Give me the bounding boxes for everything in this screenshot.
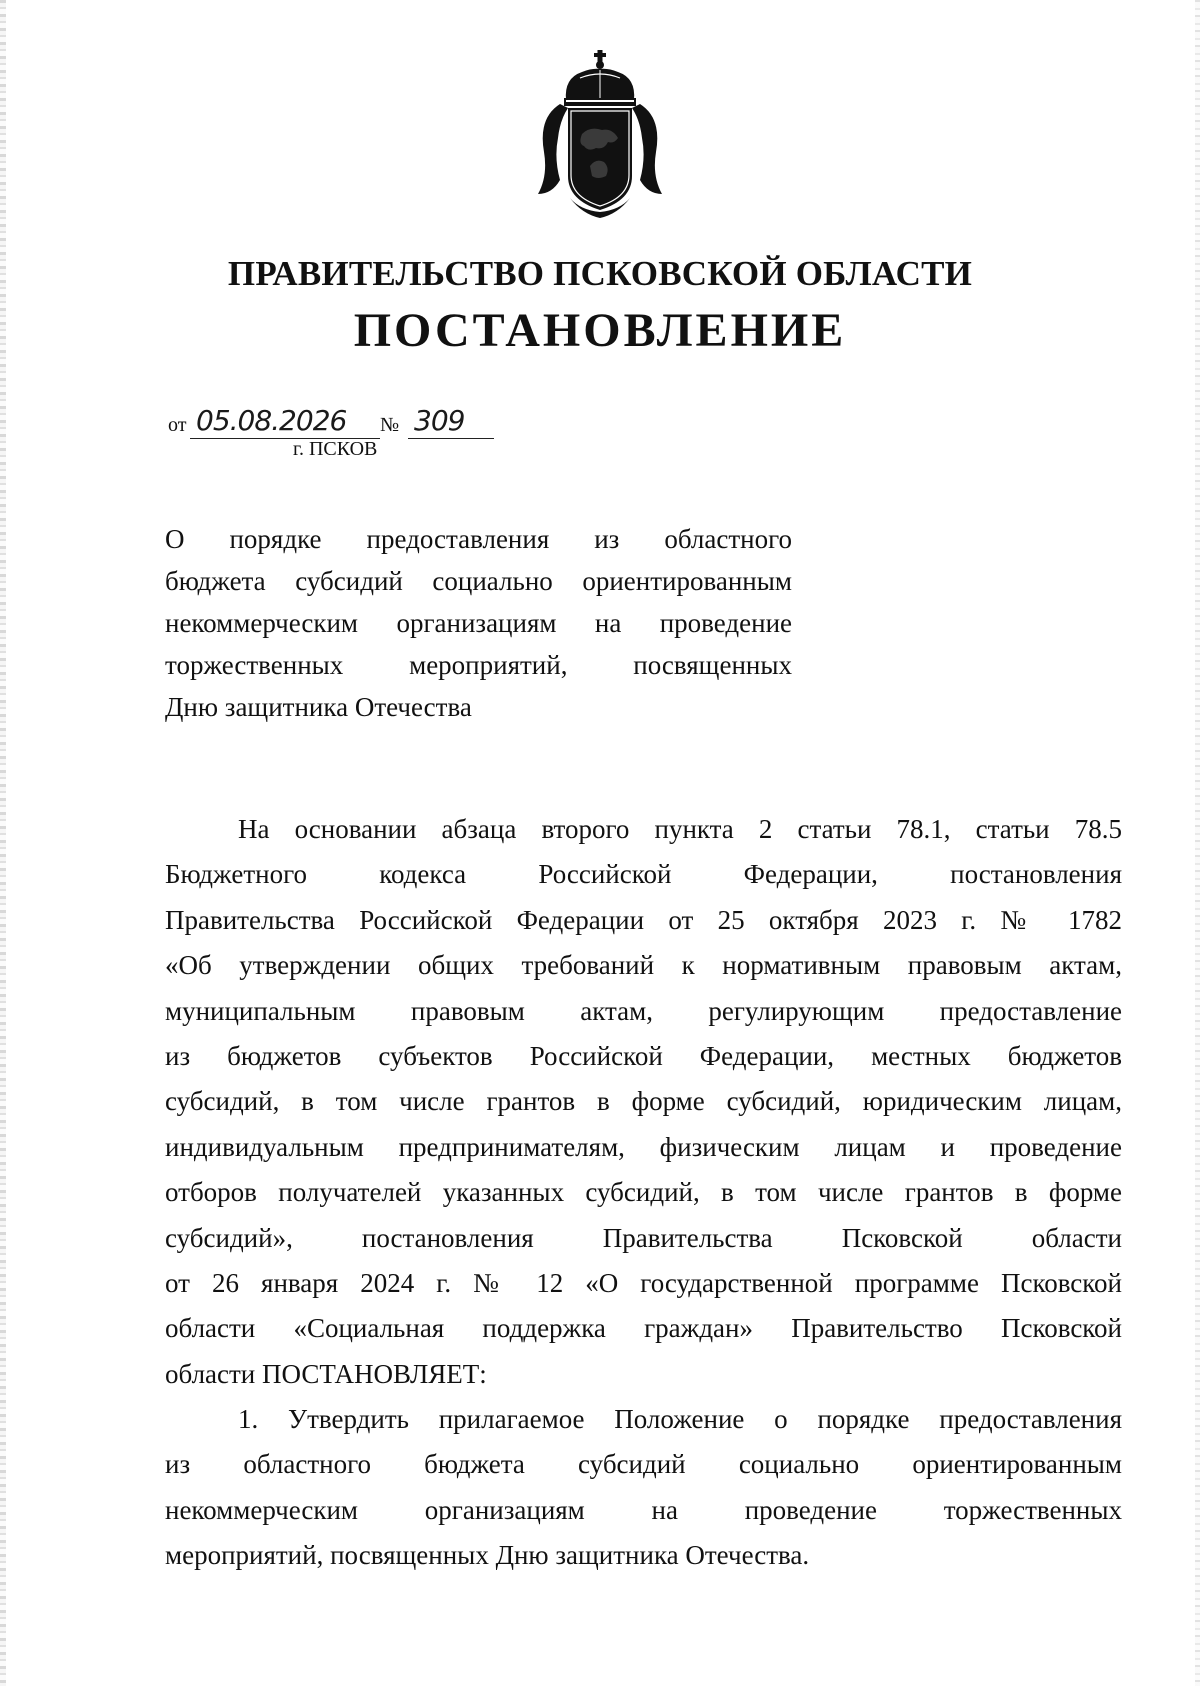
body-line: Бюджетного кодекса Российской Федерации, постановления: [165, 859, 1122, 890]
body-line: субсидий, в том числе грантов в форме субсидий, юридическим лицам,: [165, 1086, 1122, 1117]
body-line: 1. Утвердить прилагаемое Положение о порядке предоставления: [238, 1404, 1122, 1435]
body-line: области ПОСТАНОВЛЯЕТ:: [165, 1358, 487, 1389]
body-line: из областного бюджета субсидий социально ориентированным: [165, 1449, 1122, 1480]
subject-line: бюджета субсидий социально ориентированным: [165, 566, 792, 596]
pskov-coat-of-arms-icon: [530, 48, 670, 220]
subject-line: О порядке предоставления из областного: [165, 524, 792, 554]
number-underline: [408, 438, 494, 439]
document-type-title: ПОСТАНОВЛЕНИЕ: [353, 304, 847, 357]
body-line: от 26 января 2024 г. № 12 «О государственной программе Псковской: [165, 1267, 1122, 1298]
body-line: отборов получателей указанных субсидий, в том числе грантов в форме: [165, 1177, 1122, 1208]
scan-edge-left: [0, 0, 6, 1686]
document-subject: [165, 518, 792, 728]
body-line: некоммерческим организациям на проведение торжественных: [165, 1494, 1122, 1525]
body-line: из бюджетов субъектов Российской Федерации, местных бюджетов: [165, 1040, 1122, 1071]
body-line: На основании абзаца второго пункта 2 статьи 78.1, статьи 78.5: [238, 814, 1122, 844]
body-line: муниципальным правовым актам, регулирующим предоставление: [165, 995, 1122, 1026]
organization-title: ПРАВИТЕЛЬСТВО ПСКОВСКОЙ ОБЛАСТИ: [227, 254, 973, 293]
body-line: «Об утверждении общих требований к нормативным правовым актам,: [165, 950, 1122, 981]
subject-line: Дню защитника Отечества: [165, 692, 472, 722]
body-line: мероприятий, посвященных Дню защитника Отечества.: [165, 1540, 810, 1571]
subject-line: некоммерческим организациям на проведение: [165, 608, 792, 638]
document-body: [165, 807, 1122, 1579]
body-line: области «Социальная поддержка граждан» Правительство Псковской: [165, 1313, 1122, 1344]
scan-edge-right: [1195, 0, 1200, 1686]
subject-line: торжественных мероприятий, посвященных: [165, 650, 792, 680]
body-line: субсидий», постановления Правительства Псковской области: [165, 1222, 1122, 1253]
body-line: Правительства Российской Федерации от 25 октября 2023 г. № 1782: [165, 904, 1122, 935]
body-line: индивидуальным предпринимателям, физическим лицам и проведение: [165, 1131, 1122, 1162]
city-label: г. ПСКОВ: [293, 438, 378, 460]
date-prefix: от: [168, 414, 187, 436]
date-handwritten: 05.08.2026: [196, 404, 347, 437]
number-prefix: №: [380, 414, 400, 436]
number-handwritten: 309: [414, 404, 465, 437]
